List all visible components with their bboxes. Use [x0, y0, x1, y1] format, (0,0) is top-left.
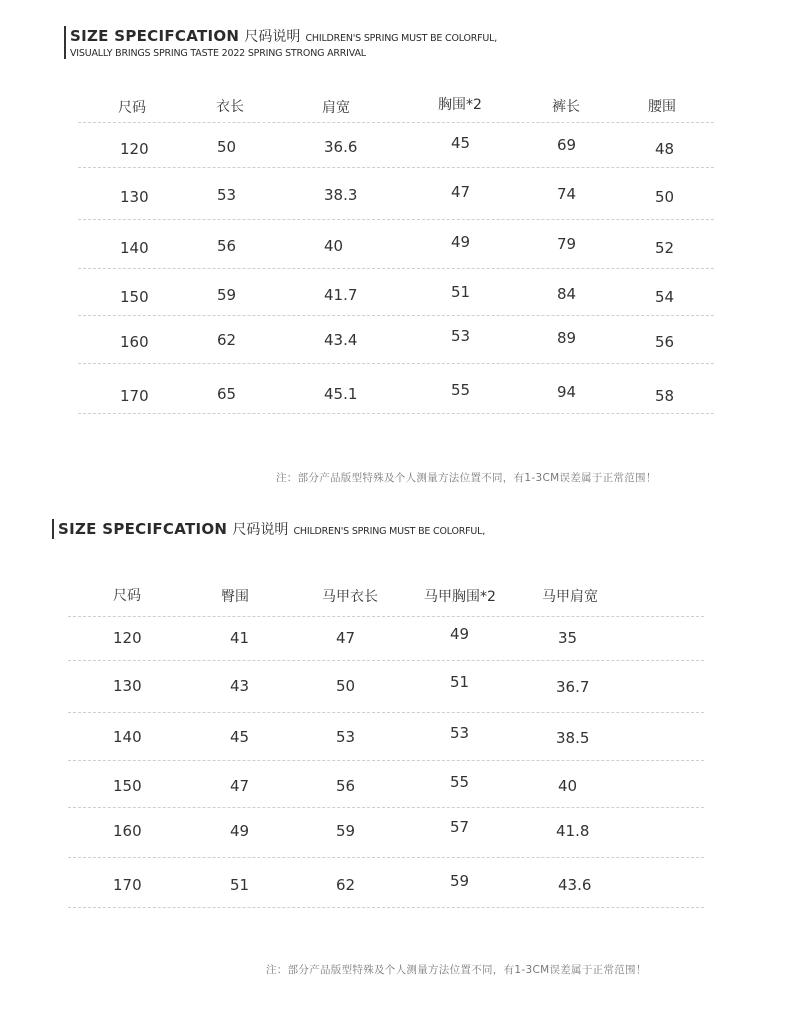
table2-r5-vest-shoulder: 43.6 [558, 876, 592, 894]
table1-col-chest: 胸围*2 [438, 97, 482, 113]
table2-col-vest-shoulder: 马甲肩宽 [542, 589, 598, 605]
table2-r1-vest-length: 50 [336, 677, 356, 695]
table1-r5-length: 65 [217, 385, 237, 403]
table1-r5-chest: 55 [451, 381, 471, 399]
table1-r0-chest: 45 [451, 134, 471, 152]
table2-r5-hip: 51 [230, 876, 250, 894]
table1-r1-shoulder: 38.3 [324, 186, 358, 204]
table2-r1-vest-shoulder: 36.7 [556, 678, 590, 696]
table2-r3-size: 150 [113, 777, 142, 795]
table1-r0-size: 120 [120, 140, 149, 158]
table2-divider [68, 907, 704, 908]
table1-r4-length: 62 [217, 331, 237, 349]
table2-divider [68, 712, 704, 713]
table2-r1-hip: 43 [230, 677, 250, 695]
table2-divider [68, 660, 704, 661]
table1-divider [78, 219, 714, 220]
table2-r4-vest-shoulder: 41.8 [556, 822, 590, 840]
table2-divider [68, 760, 704, 761]
table1-r1-pants: 74 [557, 185, 577, 203]
table1-subtitle: CHILDREN'S SPRING MUST BE COLORFUL, [305, 33, 498, 44]
table1-r5-shoulder: 45.1 [324, 385, 358, 403]
table1-r2-length: 56 [217, 237, 237, 255]
table2-divider [68, 857, 704, 858]
table1-r1-size: 130 [120, 188, 149, 206]
table1-col-shoulder: 肩宽 [322, 100, 350, 116]
table1-r3-waist: 54 [655, 288, 675, 306]
table1-r3-shoulder: 41.7 [324, 286, 358, 304]
table2-r2-vest-chest: 53 [450, 724, 470, 742]
table2-r5-size: 170 [113, 876, 142, 894]
table1-r5-size: 170 [120, 387, 149, 405]
table1-r2-shoulder: 40 [324, 237, 344, 255]
table2-r2-size: 140 [113, 728, 142, 746]
table1-divider [78, 268, 714, 269]
table1-col-pants: 裤长 [552, 99, 580, 115]
table2-r4-vest-chest: 57 [450, 818, 470, 836]
table2-r0-size: 120 [113, 629, 142, 647]
table1-r0-shoulder: 36.6 [324, 138, 358, 156]
table2-col-hip: 臀围 [221, 589, 249, 605]
table1-r4-shoulder: 43.4 [324, 331, 358, 349]
table1-r1-waist: 50 [655, 188, 675, 206]
table2-r4-hip: 49 [230, 822, 250, 840]
table1-r2-waist: 52 [655, 239, 675, 257]
table2-r0-vest-length: 47 [336, 629, 356, 647]
table2-title-cn: 尺码说明 [232, 522, 289, 538]
table2-r2-vest-length: 53 [336, 728, 356, 746]
table2-r3-hip: 47 [230, 777, 250, 795]
table2-header [52, 519, 485, 539]
table1-r3-size: 150 [120, 288, 149, 306]
table2-col-size: 尺码 [113, 588, 141, 604]
table1-title: SIZE SPECIFCATION [70, 27, 240, 45]
table1-r4-pants: 89 [557, 329, 577, 347]
table1-r2-size: 140 [120, 239, 149, 257]
table1-r2-pants: 79 [557, 235, 577, 253]
table1-col-size: 尺码 [118, 100, 146, 116]
table2-r2-hip: 45 [230, 728, 250, 746]
table2-r4-vest-length: 59 [336, 822, 356, 840]
table2-r2-vest-shoulder: 38.5 [556, 729, 590, 747]
table1-r3-length: 59 [217, 286, 237, 304]
table2-r4-size: 160 [113, 822, 142, 840]
table2-r5-vest-length: 62 [336, 876, 356, 894]
table1-note: 注：部分产品版型特殊及个人测量方法位置不同，有1-3CM误差属于正常范围！ [276, 472, 657, 484]
table2-col-vest-length: 马甲衣长 [322, 589, 378, 605]
table2-r5-vest-chest: 59 [450, 872, 470, 890]
table1-r3-chest: 51 [451, 283, 471, 301]
table1-col-length: 衣长 [216, 99, 244, 115]
table2-r0-vest-chest: 49 [450, 625, 470, 643]
table1-r4-chest: 53 [451, 327, 471, 345]
table1-divider [78, 363, 714, 364]
table1-subtitle2: VISUALLY BRINGS SPRING TASTE 2022 SPRING STRONG ARRIVAL [70, 48, 366, 59]
table1-r1-length: 53 [217, 186, 237, 204]
table1-divider [78, 413, 714, 414]
table2-divider [68, 616, 704, 617]
table1-r0-length: 50 [217, 138, 237, 156]
table1-r0-pants: 69 [557, 136, 577, 154]
table1-divider [78, 315, 714, 316]
table2-r0-vest-shoulder: 35 [558, 629, 578, 647]
table2-divider [68, 807, 704, 808]
table2-note: 注：部分产品版型特殊及个人测量方法位置不同，有1-3CM误差属于正常范围！ [266, 964, 647, 976]
table1-divider [78, 122, 714, 123]
table1-r4-waist: 56 [655, 333, 675, 351]
table2-r0-hip: 41 [230, 629, 250, 647]
table2-r1-vest-chest: 51 [450, 673, 470, 691]
table1-r4-size: 160 [120, 333, 149, 351]
table1-r2-chest: 49 [451, 233, 471, 251]
table2-r3-vest-shoulder: 40 [558, 777, 578, 795]
table1-r5-waist: 58 [655, 387, 675, 405]
table1-r0-waist: 48 [655, 140, 675, 158]
table1-divider [78, 167, 714, 168]
table2-col-vest-chest: 马甲胸围*2 [424, 589, 496, 605]
table1-r3-pants: 84 [557, 285, 577, 303]
table2-subtitle: CHILDREN'S SPRING MUST BE COLORFUL, [293, 526, 486, 537]
table1-r5-pants: 94 [557, 383, 577, 401]
table1-r1-chest: 47 [451, 183, 471, 201]
table1-title-cn: 尺码说明 [244, 29, 301, 45]
table2-title: SIZE SPECIFCATION [58, 520, 228, 538]
table1-header [64, 26, 497, 59]
table1-col-waist: 腰围 [648, 99, 676, 115]
table2-r3-vest-chest: 55 [450, 773, 470, 791]
table2-r3-vest-length: 56 [336, 777, 356, 795]
table2-r1-size: 130 [113, 677, 142, 695]
